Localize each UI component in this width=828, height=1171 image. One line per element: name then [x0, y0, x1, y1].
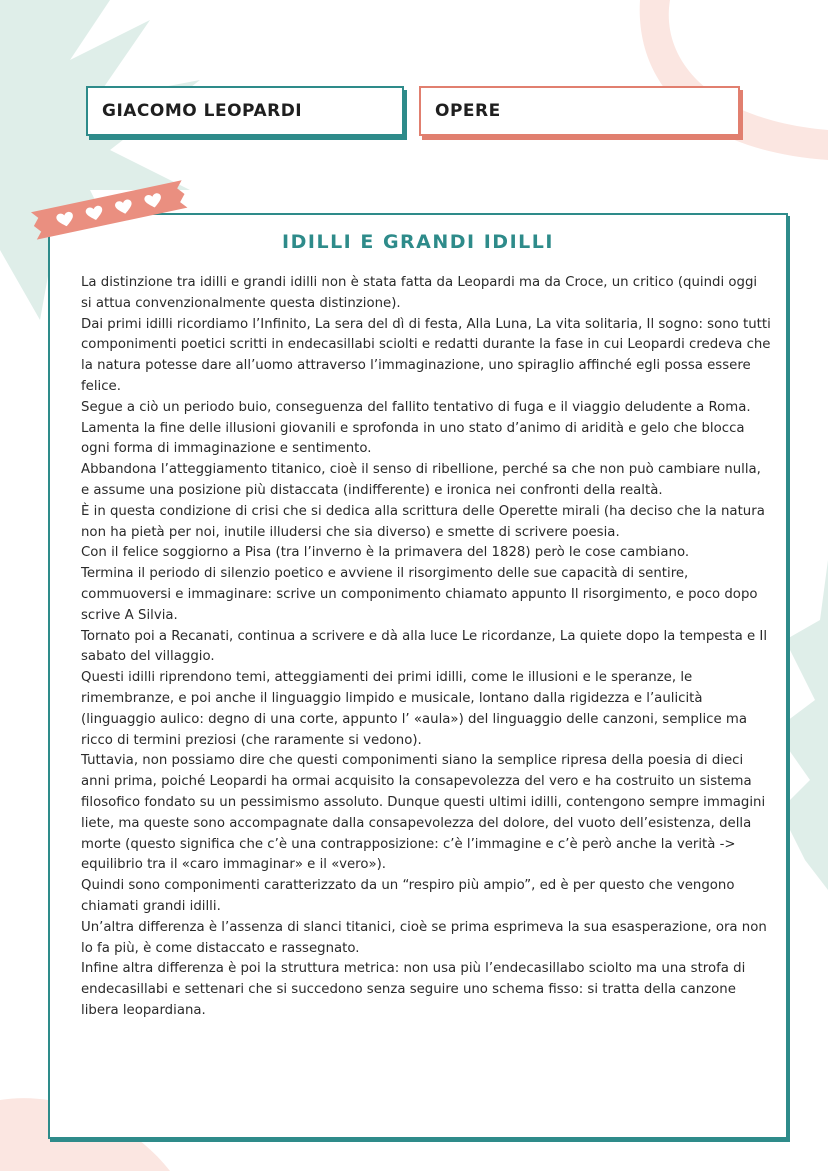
pink-arc-decoration: [630, 0, 828, 160]
paragraph: Tornato poi a Recanati, continua a scrivere e dà alla luce Le ricordanze, La quiete dopo la tempesta e Il sabato del villaggio.: [81, 628, 768, 665]
paragraph: Abbandona l’atteggiamento titanico, cioè il senso di ribellione, perché sa che non può cambiare nulla, e assume una posizione più distaccata (indifferente) e ironica nei confronti della realtà.: [81, 462, 761, 498]
paragraph: È in questa condizione di crisi che si dedica alla scrittura delle Operette mirali (ha deciso che la natura non ha pietà per noi, inutile illudersi che sia diverso) e smette di scrivere poesia.: [81, 503, 765, 540]
paragraph: Un’altra differenza è l’assenza di slanci titanici, cioè se prima esprimeva la sua esasperazione, ora non lo fa più, è come distaccato e rassegnato.: [81, 919, 767, 956]
content-card: [48, 213, 788, 1139]
author-header-box: [86, 86, 404, 136]
paragraph: Infine altra differenza è poi la struttura metrica: non usa più l’endecasillabo sciolto ma una strofa di endecasillabi e settenari che si succedono senza seguire uno schema fisso: si tratta della canzone libera leopardiana.: [81, 961, 746, 1018]
paragraph: Questi idilli riprendono temi, atteggiamenti dei primi idilli, come le illusioni e le speranze, le rimembranze, e poi anche il linguaggio limpido e musicale, lontano dalla rigidezza e l’aulicità (linguaggio aulico: degno di una corte, appunto l’ «aula») del linguaggio delle canzoni, semplice ma ricco di termini preziosi (che raramente si vedono).: [81, 670, 747, 748]
paragraph: Quindi sono componimenti caratterizzato da un “respiro più ampio”, ed è per questo che vengono chiamati grandi idilli.: [81, 878, 735, 914]
paragraph: Tuttavia, non possiamo dire che questi componimenti siano la semplice ripresa della poesia di dieci anni prima, poiché Leopardi ha ormai acquisito la consapevolezza del vero e ha costruito un sistema filosofico fondato su un pessimismo assoluto. Dunque questi ultimi idilli, contengono sempre immagini liete, ma queste sono accompagnate dalla consapevolezza del dolore, del vuoto dell’esistenza, della morte (questo significa che c’è una contrapposizione: c’è l’immagine e c’è però anche la verità -> equilibrio tra il «caro immaginar» e il «vero»).: [81, 753, 766, 873]
card-body: [81, 273, 771, 1022]
paragraph: Lamenta la fine delle illusioni giovanili e sprofonda in uno stato d’animo di aridità e gelo che blocca ogni forma di immaginazione e sentimento.: [81, 420, 745, 457]
paragraph: La distinzione tra idilli e grandi idilli non è stata fatta da Leopardi ma da Croce, un critico (quindi oggi si attua convenzionalmente questa distinzione).: [81, 275, 758, 311]
card-title: IDILLI E GRANDI IDILLI: [282, 231, 554, 253]
section-header-box: [419, 86, 740, 136]
paragraph: Termina il periodo di silenzio poetico e avviene il risorgimento delle sue capacità di sentire, commuoversi e immaginare: scrive un componimento chiamato appunto Il risorgimento, e poco dopo scrive A Silvia.: [81, 566, 758, 623]
author-name: GIACOMO LEOPARDI: [102, 101, 303, 121]
paragraph: Con il felice soggiorno a Pisa (tra l’inverno è la primavera del 1828) però le cose cambiano.: [81, 545, 690, 561]
paragraph: Segue a ciò un periodo buio, conseguenza del fallito tentativo di fuga e il viaggio deludente a Roma.: [81, 399, 751, 415]
paragraph: Dai primi idilli ricordiamo l’Infinito, La sera del dì di festa, Alla Luna, La vita solitaria, Il sogno: sono tutti componimenti poetici scritti in endecasillabi sciolti e redatti durante la fase in cui Leopardi credeva che la natura potesse dare all’uomo attraverso l’immaginazione, uno spiraglio affinché egli possa essere felice.: [81, 316, 771, 394]
section-name: OPERE: [435, 101, 501, 121]
heart-tape-decoration: [26, 176, 192, 242]
